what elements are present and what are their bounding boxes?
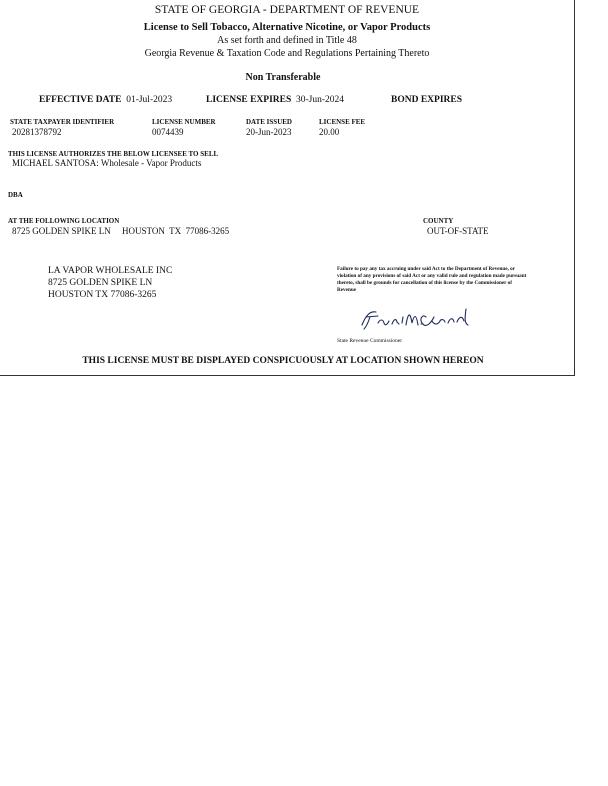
- commissioner-title: State Revenue Commissioner: [337, 338, 403, 344]
- transfer-note: Non Transferable: [245, 72, 321, 83]
- license-title: License to Sell Tobacco, Alternative Nicotine, or Vapor Products: [143, 22, 431, 33]
- signature-image: [356, 303, 476, 333]
- location-label: AT THE FOLLOWING LOCATION: [8, 217, 120, 225]
- taxpayer-id-value: 20281378792: [12, 127, 62, 137]
- location-address: 8725 GOLDEN SPIKE LN HOUSTON TX 77086-3265: [12, 226, 230, 236]
- effective-date-value: 01-Jul-2023: [126, 95, 173, 105]
- license-expires-value: 30-Jun-2024: [296, 95, 345, 105]
- agency-title: STATE OF GEORGIA - DEPARTMENT OF REVENUE: [154, 4, 420, 16]
- bond-expires-label: BOND EXPIRES: [391, 95, 462, 105]
- effective-date-label: EFFECTIVE DATE: [39, 95, 122, 105]
- license-number-value: 0074439: [152, 127, 184, 137]
- license-subtitle: As set forth and defined in Title 48: [217, 35, 357, 46]
- signature: [356, 303, 476, 333]
- date-issued-value: 20-Jun-2023: [246, 127, 292, 137]
- display-notice: THIS LICENSE MUST BE DISPLAYED CONSPICUOUSLY AT LOCATION SHOWN HEREON: [82, 356, 484, 366]
- dba-label: DBA: [8, 191, 23, 199]
- license-fee-value: 20.00: [319, 127, 340, 137]
- county-value: OUT-OF-STATE: [427, 226, 489, 236]
- legal-notice: Failure to pay any tax accruing under said Act to the Department of Revenue, or violation of any provisions of said Act or any valid rule and regulation made pursuant thereto, shall be grounds for cancellation of this license by the Commissioner of Revenue: [337, 266, 527, 293]
- county-label: COUNTY: [423, 217, 454, 225]
- license-fee-label: LICENSE FEE: [319, 118, 366, 126]
- mailing-line-1: LA VAPOR WHOLESALE INC: [48, 266, 173, 276]
- mailing-line-2: 8725 GOLDEN SPIKE LN: [48, 278, 153, 288]
- authorization-label: THIS LICENSE AUTHORIZES THE BELOW LICENSEE TO SELL: [8, 150, 219, 158]
- authorization-value: MICHAEL SANTOSA: Wholesale - Vapor Products: [12, 158, 202, 168]
- date-issued-label: DATE ISSUED: [246, 118, 292, 126]
- license-certificate: [0, 0, 575, 376]
- code-reference: Georgia Revenue & Taxation Code and Regulations Pertaining Thereto: [144, 48, 430, 59]
- effective-date: [39, 95, 172, 105]
- license-expires: [206, 95, 344, 105]
- mailing-line-3: HOUSTON TX 77086-3265: [48, 290, 157, 300]
- taxpayer-id-label: STATE TAXPAYER IDENTIFIER: [10, 118, 115, 126]
- license-expires-label: LICENSE EXPIRES: [206, 95, 292, 105]
- license-number-label: LICENSE NUMBER: [152, 118, 216, 126]
